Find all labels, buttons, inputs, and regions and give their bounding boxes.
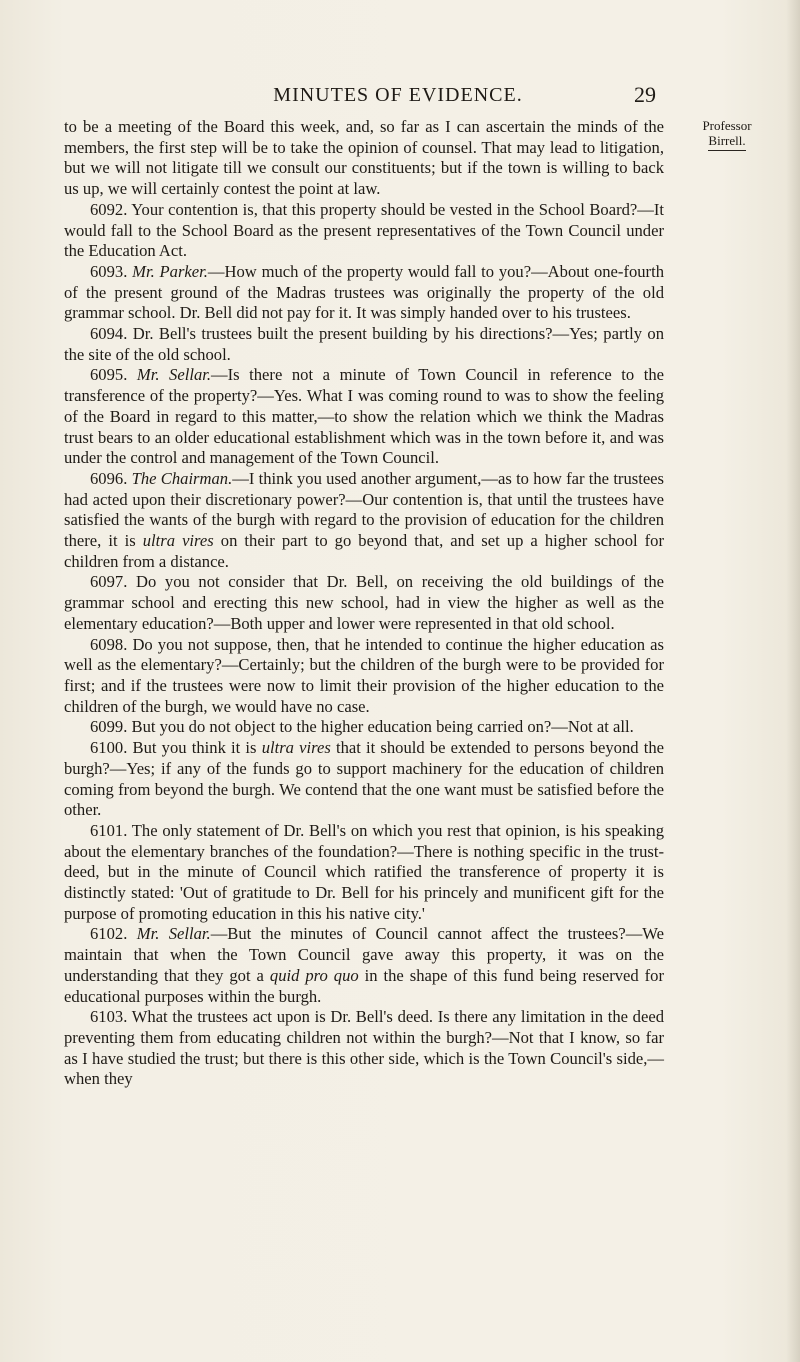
question-paragraph xyxy=(64,738,664,821)
opening-paragraph: to be a meeting of the Board this week, and, so far as I can ascertain the minds of the members, the first step will be to take the opinion of counsel. That may lead to litigation, but we will not litigate till we consult our constituents; but if the town is willing to back us up, we will certainly contest the point at law. xyxy=(64,117,664,199)
page-edge-shadow xyxy=(786,0,800,1362)
question-paragraph xyxy=(64,924,664,1007)
question-text: Your contention is, that this property should be vested in the School Board?—It would fall to the School Board as the present representatives of the Town Council under the Education Act. xyxy=(64,199,664,261)
question-text: Dr. Bell's trustees built the present building by his directions?—Yes; partly on the site of the old school. xyxy=(64,324,664,364)
question-number: 6102. xyxy=(90,924,128,944)
question-text: —I think you used another argument,—as to how far the trustees had acted upon their discretionary power?—Our contention is, that until the trustees have satisfied the wants of the burgh with regard to the provision of education for the children there, it is ultra vires on their part to go beyond that, and set up a higher school for children from a distance. xyxy=(64,468,665,571)
question-number: 6096. xyxy=(90,468,128,488)
evidence-text-column xyxy=(64,117,664,1090)
question-paragraph xyxy=(64,572,664,634)
question-number: 6094. xyxy=(90,324,128,344)
question-number: 6101. xyxy=(90,820,128,840)
question-paragraph xyxy=(64,324,664,365)
speaker-name: Mr. Sellar. xyxy=(136,924,211,944)
question-number: 6103. xyxy=(90,1007,128,1027)
running-head: MINUTES OF EVIDENCE. xyxy=(273,84,523,106)
question-text: What the trustees act upon is Dr. Bell's deed. Is there any limitation in the deed preventing them from educating children not within the burgh?—Not that I know, so far as I have studied the trust; but there is this other side, which is the Town Council's side,—when they xyxy=(64,1007,664,1089)
question-text: Do you not suppose, then, that he intended to continue the higher education as well as the elementary?—Certainly; but the children of the burgh were to be provided for first; and if the trustees were now to limit their provision of the higher education to the children of the burgh, we would have no case. xyxy=(64,634,664,716)
question-number: 6099. xyxy=(90,717,128,737)
question-number: 6092. xyxy=(90,199,128,219)
page-number: 29 xyxy=(634,82,656,107)
question-paragraph xyxy=(64,635,664,718)
question-text: —But the minutes of Council cannot affect the trustees?—We maintain that when the Town Council gave away this property, it was on the understanding that they got a quid pro quo in the shape of this fund being reserved for educational purposes within the burgh. xyxy=(64,924,664,1006)
speaker-name: Mr. Sellar. xyxy=(136,365,212,385)
question-number: 6097. xyxy=(90,572,128,592)
speaker-name: Mr. Parker. xyxy=(132,261,208,281)
question-number: 6100. xyxy=(90,738,128,758)
question-text: —Is there not a minute of Town Council in reference to the transference of the property?—Yes. What I was coming round to was to show the feeling of the Board in regard to this matter,—to show the relation which we think the Madras trust bears to an older educational establishment which was in the town before it, and was under the control and management of the Town Council. xyxy=(64,365,665,468)
margin-note-line1: Professor xyxy=(702,118,752,133)
question-paragraph xyxy=(64,262,664,324)
question-paragraph xyxy=(64,365,664,469)
question-list xyxy=(64,200,664,1090)
question-number: 6098. xyxy=(90,634,128,654)
speaker-name: The Chairman. xyxy=(131,468,233,488)
question-paragraph xyxy=(64,200,664,262)
question-number: 6095. xyxy=(90,365,128,385)
question-number: 6093. xyxy=(90,261,128,281)
question-text: —How much of the property would fall to you?—About one-fourth of the present ground of the Madras trustees was originally the property of the old grammar school. Dr. Bell did not pay for it. It was simply handed over to his trustees. xyxy=(64,261,664,323)
question-text: But you think it is ultra vires that it should be extended to persons beyond the burgh?—Yes; if any of the funds go to support machinery for the education of children coming from beyond the burgh. We contend that the one want must be satisfied before the other. xyxy=(64,738,665,820)
question-text: Do you not consider that Dr. Bell, on receiving the old buildings of the grammar school and erecting this new school, had in view the higher as well as the elementary education?—Both upper and lower were represented in that old school. xyxy=(64,572,664,633)
question-paragraph xyxy=(64,717,664,738)
question-paragraph xyxy=(64,821,664,925)
question-paragraph xyxy=(64,1007,664,1090)
question-paragraph xyxy=(64,469,664,573)
question-text: But you do not object to the higher education being carried on?—Not at all. xyxy=(131,717,634,737)
margin-note-witness xyxy=(693,118,761,151)
question-text: The only statement of Dr. Bell's on which you rest that opinion, is his speaking about the elementary branches of the foundation?—There is nothing specific in the trust-deed, but in the minute of Council which ratified the transference of property it is distinctly stated: 'Out of gratitude to Dr. Bell for his princely and munificent gift for the purpose of promoting education in this his native city.' xyxy=(64,820,664,923)
margin-note-line2: Birrell. xyxy=(708,133,745,151)
